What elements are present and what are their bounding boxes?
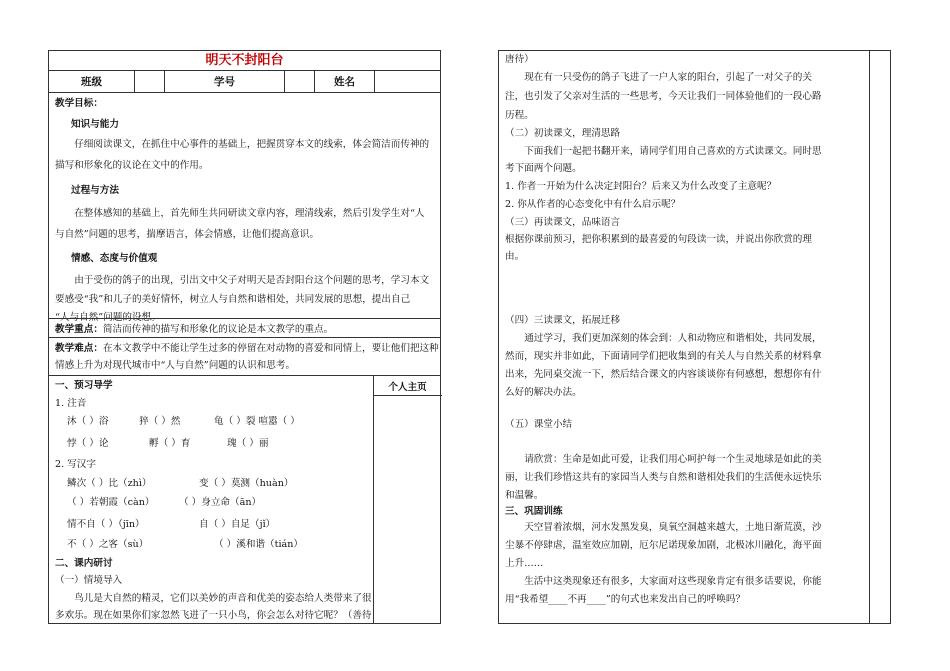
summary-line: 丽，让我们珍惜这共有的家园当人类与自然和谐相处我们的生活便永远快乐	[505, 472, 822, 483]
practice-line: 上升……	[505, 558, 544, 569]
emotion-line: 要感受“我”和儿子的美好情怀，树立人与自然和谐相处，共同发展的思想，提出自己	[55, 294, 411, 305]
read2-line: 由。	[505, 251, 525, 262]
document-title: 明天不封阳台	[205, 53, 284, 68]
summary-line: 请欣赏：生命是如此可爱，让我们用心呵护每一个生灵地球是如此的美	[524, 454, 822, 465]
practice-heading: 三、巩固训练	[505, 506, 563, 517]
write-item: 自（ ）自足（jǐ）	[199, 519, 276, 530]
intro-heading: （一）情境导入	[55, 575, 123, 586]
read1-line: 下面我们一起把书翻开来，请同学们用自己喜欢的方式读课文。同时思	[524, 146, 822, 157]
write-item: （ ）身立命（ān）	[179, 497, 262, 508]
final-line: 生活中这类现象还有很多，大家面对这些现象肯定有很多话要说，你能	[524, 576, 822, 587]
student-id-label: 学号	[165, 71, 285, 92]
preview-heading: 一、预习导学	[55, 380, 113, 391]
student-id-value[interactable]	[285, 71, 315, 92]
practice-line: 天空冒着浓烟，河水发黑发臭，臭氧空洞越来越大，土地日渐荒漠，沙	[524, 522, 822, 533]
pinyin-item: 孵（ ）育	[149, 438, 191, 449]
class-value[interactable]	[135, 71, 165, 92]
left-page	[48, 50, 441, 624]
question-1: 1. 作者一开始为什么决定封阳台？后来又为什么改变了主意呢？	[505, 181, 777, 192]
personal-homepage-label: 个人主页	[373, 376, 442, 396]
name-label: 姓名	[315, 71, 375, 92]
emotion-line: “人与自然”问题的设想。	[55, 312, 161, 323]
write-item: 不（ ）之客（sù）	[67, 539, 149, 550]
difficulty	[55, 340, 439, 357]
goals-label: 教学目标：	[55, 98, 103, 109]
read1-heading: （二）初读课文，理清思路	[505, 128, 621, 139]
header-row	[49, 71, 440, 93]
emotion-heading: 情感、态度与价值观	[71, 253, 158, 264]
summary-line: 和温馨。	[505, 490, 544, 501]
continued-line: 唐待）	[505, 54, 534, 65]
write-heading: 2. 写汉字	[55, 459, 96, 470]
read2-line: 根据你课前预习，把你积累到的最喜爱的句段读一读，并说出你欣赏的理	[505, 234, 812, 245]
title-row	[49, 51, 440, 71]
read3-heading: （四）三读课文，拓展迁移	[505, 315, 621, 326]
final-line: 用“我希望____不再____”的句式也来发出自己的呼唤吗？	[505, 594, 746, 605]
story-line: 现在有一只受伤的鸽子飞进了一户人家的阳台，引起了一对父子的关	[524, 72, 812, 83]
knowledge-heading: 知识与能力	[71, 119, 119, 130]
intro-line: 鸟儿是大自然的精灵，它们以美妙的声音和优美的姿态给人类带来了很	[74, 593, 372, 604]
read1-line: 考下面两个问题。	[505, 163, 582, 174]
read3-line: 通过学习，我们更加深刻的体会到：人和动物应和谐相处，共同发展，	[524, 333, 822, 344]
pinyin-item: 猝（ ）然	[139, 416, 181, 427]
write-item: （ ）若朝霞（càn）	[67, 497, 155, 508]
pinyin-heading: 1. 注音	[55, 398, 87, 409]
key-point-label: 教学重点：	[55, 324, 103, 335]
write-item: 变（ ）莫测（huàn）	[199, 478, 294, 489]
emotion-line: 由于受伤的鸽子的出现，引出文中父子对明天是否封阳台这个问题的思考，学习本文	[74, 275, 430, 286]
pinyin-item: 沐（ ）浴	[67, 416, 109, 427]
write-item: 鳞次（ ）比（zhì）	[67, 478, 152, 489]
name-value[interactable]	[375, 71, 442, 92]
question-2: 2. 你从作者的心态变化中有什么启示呢？	[505, 199, 681, 210]
difficulty-line: 在本文教学中不能让学生过多的停留在对动物的喜爱和同情上，要让他们把这种	[102, 343, 439, 354]
story-line: 历程。	[505, 110, 534, 121]
pinyin-item: 龟（ ）裂 喧嚣（ ）	[214, 416, 300, 427]
read3-line: 么好的解决办法。	[505, 387, 582, 398]
class-label: 班级	[49, 71, 135, 92]
key-point-text: 简洁而传神的描写和形象化的议论是本文教学的重点。	[102, 324, 334, 335]
right-page	[498, 50, 891, 624]
pinyin-item: 瑰（ ）丽	[227, 438, 269, 449]
story-line: 注，也引发了父亲对生活的一些思考，今天让我们一同体验他们的一段心路	[505, 91, 822, 102]
practice-line: 尘暴不停肆虐，温室效应加剧，厄尔尼诺现象加剧，北极冰川融化，海平面	[505, 540, 822, 551]
process-line: 与自然”问题的思考，揣摩语言，体会情感，让他们提高意识。	[55, 229, 319, 240]
read3-line: 出来，先同桌交流一下，然后结合课文的内容谈谈你有何感想，想想你有什	[505, 369, 822, 380]
difficulty-label: 教学难点：	[55, 343, 103, 354]
class-study-heading: 二、课内研讨	[55, 558, 113, 569]
difficulty-line: 情感上升为对现代城市中“人与自然”问题的认识和思考。	[55, 360, 296, 371]
read2-heading: （三）再读课文，品味语言	[505, 217, 621, 228]
pinyin-item: 悖（ ）论	[67, 438, 109, 449]
knowledge-line: 仔细阅读课文，在抓住中心事件的基础上，把握贯穿本文的线索，体会简洁而传神的	[74, 139, 430, 150]
write-item: 情不自（ ）（jīn）	[67, 519, 145, 530]
write-item: （ ）溪和谐（tián）	[214, 539, 304, 550]
process-line: 在整体感知的基础上，首先师生共同研读文章内容，理清线索，然后引发学生对“人	[74, 208, 425, 219]
summary-heading: （五）课堂小结	[505, 419, 573, 430]
process-heading: 过程与方法	[71, 185, 119, 196]
key-point	[55, 321, 434, 338]
intro-line: 多欢乐。现在如果你们家忽然飞进了一只小鸟，你会怎么对待它呢？（善待	[55, 610, 372, 621]
read3-line: 然而，现实并非如此，下面请同学们把收集到的有关人与自然关系的材料拿	[505, 351, 822, 362]
knowledge-line: 描写和形象化的议论在文中的作用。	[55, 160, 209, 171]
